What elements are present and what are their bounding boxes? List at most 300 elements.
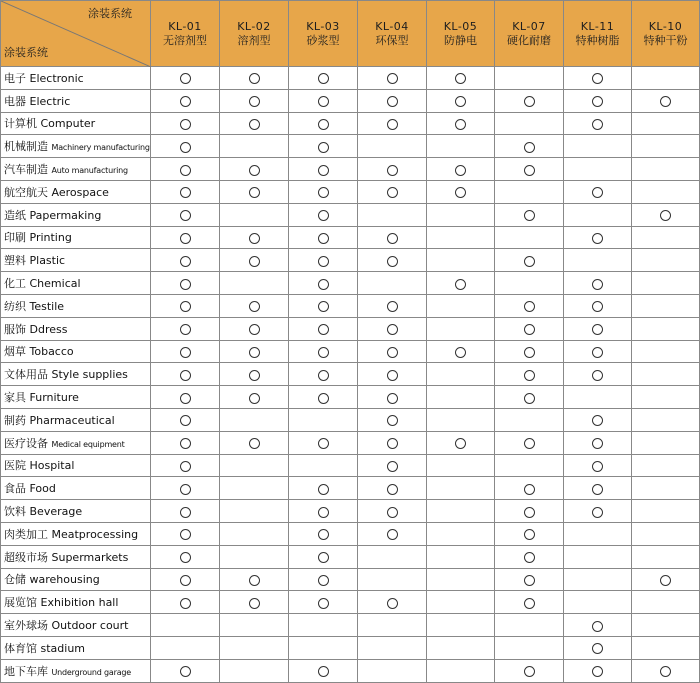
table-cell — [564, 112, 632, 135]
industry-cn: 食品 — [4, 482, 26, 496]
circle-icon — [387, 96, 398, 107]
circle-icon — [387, 119, 398, 130]
circle-icon — [180, 96, 191, 107]
table-row — [1, 500, 700, 523]
table-cell — [495, 477, 564, 500]
circle-icon — [524, 666, 535, 677]
column-type: 环保型 — [375, 33, 409, 47]
column-type: 无溶剂型 — [163, 33, 207, 47]
table-row — [1, 454, 700, 477]
table-cell — [358, 545, 427, 568]
industry-en: Tobacco — [29, 345, 74, 359]
industry-en: Style supplies — [51, 368, 128, 382]
circle-icon — [524, 507, 535, 518]
table-cell — [632, 249, 700, 272]
table-row — [1, 568, 700, 591]
industry-en: Plastic — [29, 254, 66, 268]
table-cell — [151, 294, 220, 317]
circle-icon — [180, 165, 191, 176]
circle-icon — [180, 324, 191, 335]
table-cell — [495, 180, 564, 203]
table-row — [1, 135, 700, 158]
column-type: 特种树脂 — [575, 33, 620, 47]
table-cell — [564, 135, 632, 158]
circle-icon — [249, 233, 260, 244]
circle-icon — [592, 621, 603, 632]
table-cell — [427, 249, 495, 272]
circle-icon — [249, 370, 260, 381]
table-cell — [564, 386, 632, 409]
circle-icon — [524, 165, 535, 176]
circle-icon — [524, 393, 535, 404]
table-cell — [220, 158, 289, 181]
table-cell — [151, 614, 220, 637]
column-type: 防静电 — [444, 33, 477, 47]
circle-icon — [318, 438, 329, 449]
table-cell — [151, 180, 220, 203]
circle-icon — [387, 370, 398, 381]
industry-cn: 医疗设备 — [4, 436, 48, 450]
column-type: 硬化耐磨 — [507, 33, 551, 47]
column-code: KL-05 — [443, 19, 478, 33]
table-cell — [289, 294, 358, 317]
table-cell — [564, 89, 632, 112]
table-cell — [427, 522, 495, 545]
table-cell — [220, 363, 289, 386]
circle-icon — [249, 575, 260, 586]
table-row — [1, 180, 700, 203]
table-cell — [632, 454, 700, 477]
circle-icon — [249, 256, 260, 267]
circle-icon — [592, 461, 603, 472]
table-cell — [358, 180, 427, 203]
circle-icon — [524, 598, 535, 609]
table-body — [1, 67, 700, 683]
industry-en: Machinery manufacturing — [51, 143, 150, 153]
circle-icon — [180, 507, 191, 518]
table-cell — [427, 67, 495, 90]
circle-icon — [318, 552, 329, 563]
industry-label — [1, 591, 151, 614]
table-cell — [564, 67, 632, 90]
industry-en: Papermaking — [29, 208, 102, 222]
industry-label — [1, 317, 151, 340]
industry-label — [1, 340, 151, 363]
column-code: KL-01 — [168, 19, 202, 33]
circle-icon — [455, 165, 466, 176]
table-cell — [358, 112, 427, 135]
table-cell — [220, 112, 289, 135]
industry-cn: 展览馆 — [4, 596, 37, 610]
column-header — [427, 1, 495, 67]
circle-icon — [318, 142, 329, 153]
circle-icon — [592, 415, 603, 426]
industry-cn: 饮料 — [4, 505, 26, 519]
table-cell — [151, 591, 220, 614]
circle-icon — [592, 119, 603, 130]
table-cell — [151, 431, 220, 454]
circle-icon — [387, 507, 398, 518]
table-cell — [632, 226, 700, 249]
circle-icon — [387, 324, 398, 335]
circle-icon — [592, 96, 603, 107]
industry-en: Testile — [29, 299, 65, 313]
table-cell — [632, 568, 700, 591]
table-cell — [564, 363, 632, 386]
table-cell — [220, 568, 289, 591]
industry-en: Meatprocessing — [51, 527, 139, 541]
table-cell — [427, 340, 495, 363]
circle-icon — [524, 529, 535, 540]
industry-en: Medical equipment — [51, 439, 125, 449]
circle-icon — [592, 666, 603, 677]
industry-label — [1, 545, 151, 568]
industry-label — [1, 158, 151, 181]
circle-icon — [249, 187, 260, 198]
industry-label — [1, 226, 151, 249]
table-cell — [220, 408, 289, 431]
circle-icon — [387, 256, 398, 267]
industry-en: Electric — [29, 94, 71, 108]
circle-icon — [524, 142, 535, 153]
circle-icon — [318, 666, 329, 677]
table-cell — [495, 408, 564, 431]
table-cell — [632, 203, 700, 226]
industry-en: Exhibition hall — [40, 596, 119, 610]
circle-icon — [318, 484, 329, 495]
industry-en: Outdoor court — [51, 619, 129, 633]
circle-icon — [524, 552, 535, 563]
industry-en: Electronic — [29, 71, 84, 85]
table-cell — [220, 477, 289, 500]
table-cell — [427, 112, 495, 135]
column-header — [220, 1, 289, 67]
circle-icon — [249, 324, 260, 335]
table-cell — [632, 363, 700, 386]
circle-icon — [180, 666, 191, 677]
circle-icon — [180, 187, 191, 198]
table-cell — [220, 545, 289, 568]
circle-icon — [318, 301, 329, 312]
table-row — [1, 67, 700, 90]
table-cell — [564, 180, 632, 203]
table-cell — [564, 591, 632, 614]
industry-label — [1, 522, 151, 545]
table-cell — [564, 568, 632, 591]
table-cell — [632, 67, 700, 90]
industry-en: Furniture — [29, 391, 79, 405]
circle-icon — [524, 484, 535, 495]
table-cell — [220, 431, 289, 454]
table-cell — [151, 317, 220, 340]
table-row — [1, 477, 700, 500]
table-cell — [358, 386, 427, 409]
circle-icon — [387, 233, 398, 244]
table-cell — [358, 477, 427, 500]
circle-icon — [387, 393, 398, 404]
table-cell — [220, 249, 289, 272]
table-cell — [151, 158, 220, 181]
table-cell — [358, 614, 427, 637]
table-cell — [151, 408, 220, 431]
column-type: 特种干粉 — [643, 33, 688, 47]
industry-label — [1, 112, 151, 135]
industry-label — [1, 500, 151, 523]
circle-icon — [592, 438, 603, 449]
circle-icon — [524, 575, 535, 586]
table-cell — [495, 226, 564, 249]
table-row — [1, 431, 700, 454]
table-cell — [151, 272, 220, 295]
circle-icon — [249, 96, 260, 107]
table-cell — [495, 614, 564, 637]
industry-label — [1, 135, 151, 158]
table-cell — [358, 591, 427, 614]
industry-en: warehousing — [29, 573, 100, 587]
circle-icon — [592, 643, 603, 654]
table-cell — [358, 340, 427, 363]
table-cell — [427, 568, 495, 591]
table-cell — [632, 340, 700, 363]
table-cell — [358, 317, 427, 340]
circle-icon — [180, 73, 191, 84]
circle-icon — [592, 301, 603, 312]
circle-icon — [660, 575, 671, 586]
circle-icon — [249, 73, 260, 84]
table-cell — [358, 500, 427, 523]
table-cell — [358, 67, 427, 90]
industry-en: Supermarkets — [51, 550, 129, 564]
table-cell — [220, 180, 289, 203]
table-cell — [220, 203, 289, 226]
table-cell — [495, 522, 564, 545]
industry-label — [1, 67, 151, 90]
industry-cn: 体育馆 — [4, 641, 37, 655]
corner-bottom-label: 涂装系统 — [4, 46, 48, 59]
circle-icon — [180, 233, 191, 244]
circle-icon — [318, 119, 329, 130]
table-cell — [495, 89, 564, 112]
table-cell — [358, 89, 427, 112]
table-cell — [220, 226, 289, 249]
table-cell — [151, 386, 220, 409]
circle-icon — [524, 438, 535, 449]
circle-icon — [524, 210, 535, 221]
circle-icon — [455, 119, 466, 130]
column-code: KL-02 — [237, 19, 271, 33]
circle-icon — [180, 210, 191, 221]
table-cell — [495, 135, 564, 158]
circle-icon — [318, 256, 329, 267]
circle-icon — [180, 552, 191, 563]
circle-icon — [249, 119, 260, 130]
industry-en: stadium — [40, 641, 86, 655]
industry-cn: 机械制造 — [4, 140, 48, 154]
circle-icon — [387, 415, 398, 426]
circle-icon — [180, 484, 191, 495]
circle-icon — [592, 73, 603, 84]
industry-label — [1, 477, 151, 500]
industry-en: Beverage — [29, 505, 83, 519]
table-cell — [220, 522, 289, 545]
circle-icon — [387, 73, 398, 84]
circle-icon — [180, 347, 191, 358]
table-row — [1, 203, 700, 226]
table-cell — [632, 112, 700, 135]
circle-icon — [524, 301, 535, 312]
circle-icon — [249, 438, 260, 449]
industry-label — [1, 636, 151, 659]
table-cell — [564, 203, 632, 226]
table-cell — [289, 591, 358, 614]
industry-en: Ddress — [29, 322, 68, 336]
table-cell — [358, 454, 427, 477]
table-cell — [220, 614, 289, 637]
circle-icon — [180, 370, 191, 381]
table-cell — [495, 249, 564, 272]
circle-icon — [592, 347, 603, 358]
industry-label — [1, 568, 151, 591]
industry-cn: 超级市场 — [4, 550, 48, 564]
industry-cn: 制药 — [4, 413, 26, 427]
table-cell — [289, 614, 358, 637]
column-header — [358, 1, 427, 67]
table-cell — [427, 431, 495, 454]
table-cell — [151, 636, 220, 659]
column-header — [495, 1, 564, 67]
circle-icon — [455, 73, 466, 84]
circle-icon — [455, 96, 466, 107]
table-row — [1, 591, 700, 614]
table-cell — [564, 317, 632, 340]
table-row — [1, 636, 700, 659]
industry-label — [1, 408, 151, 431]
table-cell — [427, 477, 495, 500]
industry-cn: 印刷 — [4, 231, 26, 245]
table-row — [1, 89, 700, 112]
circle-icon — [180, 461, 191, 472]
table-cell — [289, 431, 358, 454]
table-cell — [632, 272, 700, 295]
industry-label — [1, 180, 151, 203]
circle-icon — [387, 438, 398, 449]
circle-icon — [387, 529, 398, 540]
circle-icon — [318, 187, 329, 198]
table-cell — [632, 294, 700, 317]
table-cell — [427, 89, 495, 112]
circle-icon — [318, 529, 329, 540]
industry-label — [1, 89, 151, 112]
table-cell — [564, 522, 632, 545]
industry-cn: 化工 — [4, 277, 26, 291]
table-cell — [220, 636, 289, 659]
industry-label — [1, 454, 151, 477]
industry-en: Pharmaceutical — [29, 413, 115, 427]
table-cell — [289, 89, 358, 112]
table-cell — [151, 454, 220, 477]
circle-icon — [387, 187, 398, 198]
table-cell — [358, 431, 427, 454]
table-row — [1, 386, 700, 409]
circle-icon — [660, 210, 671, 221]
table-cell — [427, 614, 495, 637]
table-row — [1, 340, 700, 363]
table-cell — [427, 591, 495, 614]
industry-label — [1, 431, 151, 454]
table-cell — [632, 317, 700, 340]
table-cell — [289, 317, 358, 340]
table-cell — [289, 545, 358, 568]
table-cell — [358, 249, 427, 272]
table-cell — [564, 431, 632, 454]
table-cell — [358, 135, 427, 158]
table-cell — [632, 477, 700, 500]
table-cell — [495, 340, 564, 363]
table-cell — [151, 500, 220, 523]
table-cell — [220, 340, 289, 363]
table-cell — [427, 180, 495, 203]
circle-icon — [455, 279, 466, 290]
industry-en: Hospital — [29, 459, 75, 473]
table-cell — [289, 158, 358, 181]
circle-icon — [387, 301, 398, 312]
table-cell — [151, 340, 220, 363]
table-cell — [495, 67, 564, 90]
circle-icon — [249, 598, 260, 609]
circle-icon — [524, 324, 535, 335]
table-cell — [358, 226, 427, 249]
column-header — [151, 1, 220, 67]
table-cell — [220, 500, 289, 523]
table-cell — [427, 500, 495, 523]
table-cell — [151, 226, 220, 249]
industry-en: Food — [29, 482, 56, 496]
circle-icon — [249, 393, 260, 404]
circle-icon — [592, 233, 603, 244]
table-row — [1, 249, 700, 272]
table-cell — [427, 135, 495, 158]
table-cell — [564, 636, 632, 659]
table-cell — [289, 454, 358, 477]
table-cell — [632, 158, 700, 181]
industry-label — [1, 203, 151, 226]
table-cell — [358, 203, 427, 226]
table-cell — [289, 203, 358, 226]
table-cell — [495, 363, 564, 386]
table-cell — [289, 340, 358, 363]
industry-label — [1, 363, 151, 386]
table-cell — [358, 158, 427, 181]
industry-cn: 电子 — [4, 71, 26, 85]
circle-icon — [318, 73, 329, 84]
table-cell — [220, 67, 289, 90]
circle-icon — [318, 165, 329, 176]
table-cell — [358, 363, 427, 386]
circle-icon — [180, 119, 191, 130]
industry-cn: 造纸 — [4, 208, 26, 222]
table-cell — [289, 500, 358, 523]
table-cell — [632, 614, 700, 637]
table-cell — [358, 636, 427, 659]
circle-icon — [180, 142, 191, 153]
table-cell — [289, 249, 358, 272]
circle-icon — [180, 256, 191, 267]
table-cell — [632, 135, 700, 158]
table-cell — [220, 272, 289, 295]
table-cell — [151, 545, 220, 568]
table-cell — [427, 545, 495, 568]
column-type: 砂浆型 — [306, 33, 340, 47]
